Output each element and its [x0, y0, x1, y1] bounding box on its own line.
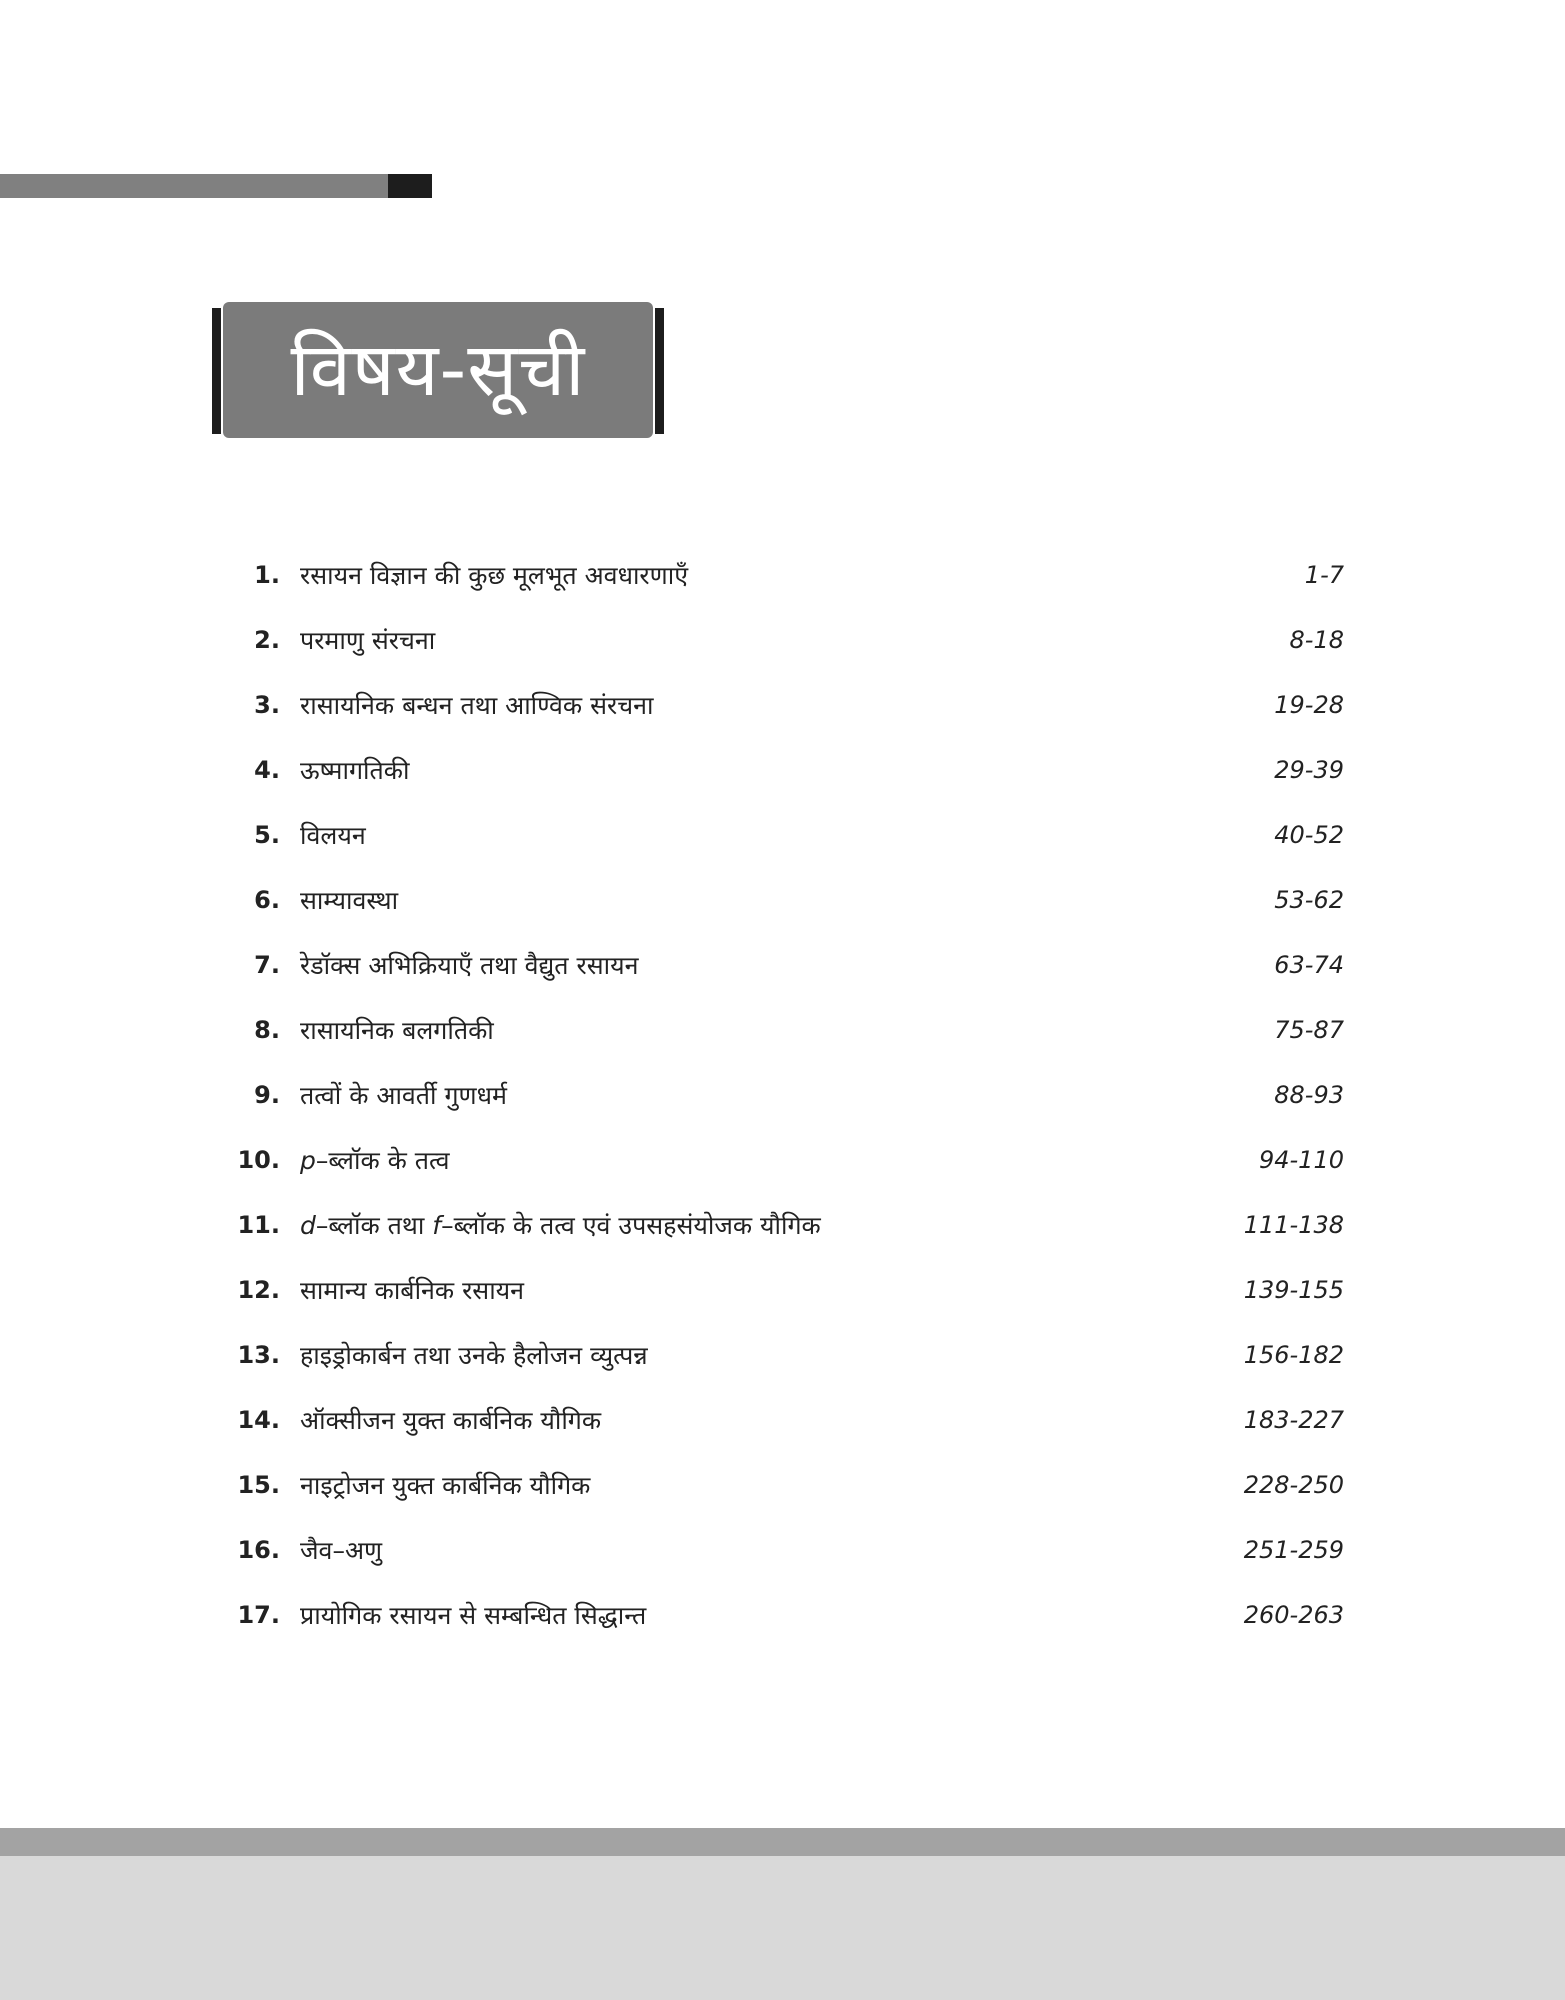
- chapter-number: 7.: [254, 950, 280, 979]
- chapter-number: 2.: [254, 625, 280, 654]
- chapter-number: 15.: [237, 1470, 280, 1499]
- page-range: 88-93: [1274, 1080, 1344, 1109]
- chapter-number: 3.: [254, 690, 280, 719]
- chapter-number: 9.: [254, 1080, 280, 1109]
- table-of-contents: [230, 542, 1344, 1647]
- chapter-number: 10.: [237, 1145, 280, 1174]
- chapter-number: 14.: [237, 1405, 280, 1434]
- chapter-number: 13.: [237, 1340, 280, 1369]
- chapter-title[interactable]: साम्यावस्था: [300, 885, 399, 915]
- block-letter: f: [432, 1210, 442, 1240]
- bottom-decor-band: [0, 1856, 1565, 2000]
- toc-row-9[interactable]: [230, 1062, 1344, 1127]
- title-edge-left: [212, 308, 221, 434]
- toc-row-3[interactable]: [230, 672, 1344, 737]
- top-decor-bar: [0, 174, 388, 198]
- page-range: 94-110: [1258, 1145, 1344, 1174]
- page-title: विषय-सूची: [290, 327, 586, 413]
- chapter-title[interactable]: रसायन विज्ञान की कुछ मूलभूत अवधारणाएँ: [300, 560, 689, 590]
- top-decor-block: [388, 174, 432, 198]
- page-range: 1-7: [1304, 560, 1344, 589]
- toc-row-1[interactable]: [230, 542, 1344, 607]
- page-range: 251-259: [1243, 1535, 1344, 1564]
- page-range: 111-138: [1243, 1210, 1344, 1239]
- page-range: 53-62: [1274, 885, 1344, 914]
- title-edge-right: [655, 308, 664, 434]
- block-letter: d: [300, 1210, 316, 1240]
- chapter-number: 12.: [237, 1275, 280, 1304]
- toc-row-11[interactable]: [230, 1192, 1344, 1257]
- toc-row-12[interactable]: [230, 1257, 1344, 1322]
- chapter-title[interactable]: रासायनिक बलगतिकी: [300, 1015, 494, 1045]
- chapter-number: 4.: [254, 755, 280, 784]
- toc-row-17[interactable]: [230, 1582, 1344, 1647]
- chapter-number: 8.: [254, 1015, 280, 1044]
- toc-row-2[interactable]: [230, 607, 1344, 672]
- chapter-title[interactable]: तत्वों के आवर्ती गुणधर्म: [300, 1080, 507, 1110]
- chapter-title[interactable]: विलयन: [300, 820, 366, 850]
- toc-row-8[interactable]: [230, 997, 1344, 1062]
- chapter-title[interactable]: परमाणु संरचना: [300, 625, 436, 655]
- page-range: 183-227: [1243, 1405, 1344, 1434]
- page-range: 40-52: [1274, 820, 1344, 849]
- title-box: [223, 302, 653, 438]
- block-letter: p: [300, 1145, 316, 1175]
- page-range: 63-74: [1274, 950, 1344, 979]
- chapter-title-text: –ब्लॉक के तत्व एवं उपसहसंयोजक यौगिक: [441, 1210, 821, 1240]
- page-range: 8-18: [1289, 625, 1344, 654]
- chapter-title-text: –ब्लॉक के तत्व: [315, 1145, 450, 1175]
- chapter-number: 11.: [237, 1210, 280, 1239]
- chapter-number: 1.: [254, 560, 280, 589]
- chapter-title[interactable]: नाइट्रोजन युक्त कार्बनिक यौगिक: [300, 1470, 591, 1500]
- page-range: 260-263: [1243, 1600, 1344, 1629]
- chapter-title[interactable]: रासायनिक बन्धन तथा आण्विक संरचना: [300, 690, 654, 720]
- chapter-title[interactable]: [300, 1143, 450, 1177]
- page-range: 156-182: [1243, 1340, 1344, 1369]
- page-range: 139-155: [1243, 1275, 1344, 1304]
- bottom-decor-strip: [0, 1828, 1565, 1856]
- chapter-title[interactable]: प्रायोगिक रसायन से सम्बन्धित सिद्धान्त: [300, 1600, 647, 1630]
- page-range: 75-87: [1274, 1015, 1344, 1044]
- toc-row-5[interactable]: [230, 802, 1344, 867]
- toc-row-10[interactable]: [230, 1127, 1344, 1192]
- toc-row-13[interactable]: [230, 1322, 1344, 1387]
- toc-row-15[interactable]: [230, 1452, 1344, 1517]
- toc-row-7[interactable]: [230, 932, 1344, 997]
- toc-row-16[interactable]: [230, 1517, 1344, 1582]
- page-range: 228-250: [1243, 1470, 1344, 1499]
- chapter-title[interactable]: ऑक्सीजन युक्त कार्बनिक यौगिक: [300, 1405, 602, 1435]
- chapter-number: 5.: [254, 820, 280, 849]
- chapter-title[interactable]: सामान्य कार्बनिक रसायन: [300, 1275, 525, 1305]
- chapter-title[interactable]: ऊष्मागतिकी: [300, 755, 410, 785]
- chapter-number: 16.: [237, 1535, 280, 1564]
- chapter-number: 17.: [237, 1600, 280, 1629]
- chapter-title[interactable]: [300, 1208, 821, 1242]
- chapter-title[interactable]: रेडॉक्स अभिक्रियाएँ तथा वैद्युत रसायन: [300, 950, 639, 980]
- page-range: 19-28: [1274, 690, 1344, 719]
- chapter-title[interactable]: हाइड्रोकार्बन तथा उनके हैलोजन व्युत्पन्न: [300, 1340, 648, 1370]
- chapter-title-text: –ब्लॉक तथा: [315, 1210, 433, 1240]
- page-range: 29-39: [1274, 755, 1344, 784]
- chapter-title[interactable]: जैव–अणु: [300, 1535, 383, 1565]
- chapter-number: 6.: [254, 885, 280, 914]
- toc-row-6[interactable]: [230, 867, 1344, 932]
- toc-row-14[interactable]: [230, 1387, 1344, 1452]
- title-banner: [212, 302, 664, 438]
- toc-row-4[interactable]: [230, 737, 1344, 802]
